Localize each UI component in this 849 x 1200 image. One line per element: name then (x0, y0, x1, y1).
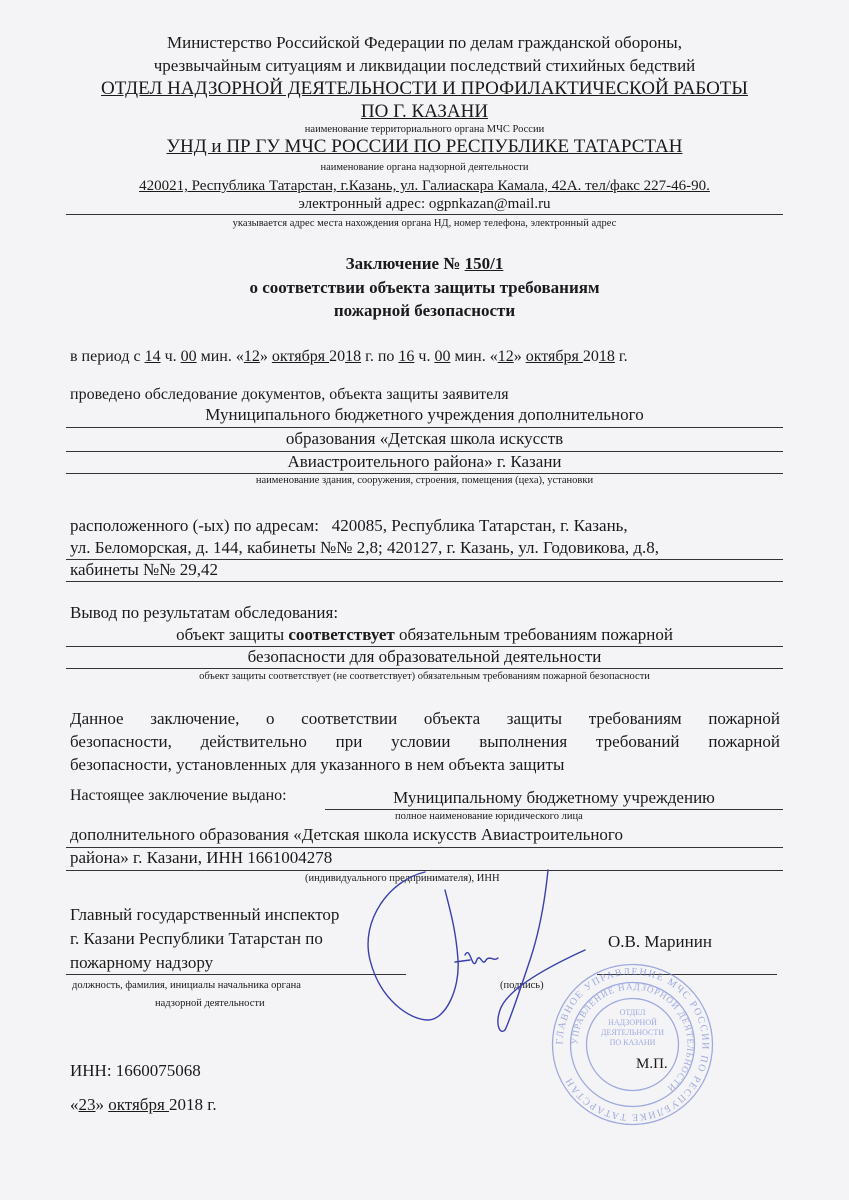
issued-line-2: дополнительного образования «Детская школа искусств Авиастроительного (70, 825, 623, 844)
end-hour: 16 (398, 348, 415, 365)
text: ч. (414, 348, 435, 365)
issue-month: октября (108, 1095, 170, 1114)
applicant-line-3: Авиастроительного района» г. Казани (287, 452, 562, 471)
end-day: 12 (497, 348, 514, 365)
location-line-3: кабинеты №№ 29,42 (70, 560, 218, 579)
end-year: 18 (598, 348, 615, 365)
conclusion-number: 150/1 (464, 254, 504, 273)
applicant-line-2: образования «Детская школа искусств (285, 429, 564, 448)
signatory-line-2: г. Казани Республики Татарстан по (70, 929, 323, 948)
text: ч. (160, 348, 181, 365)
issuer-inn: ИНН: 1660075068 (70, 1061, 201, 1080)
issued-caption-2: (индивидуального предпринимателя), ИНН (305, 873, 500, 884)
organization-email: электронный адрес: ogpnkazan@mail.ru (298, 196, 551, 212)
seal-center-3: ДЕЯТЕЛЬНОСТИ (600, 1028, 665, 1037)
title-line-2: о соответствии объекта защиты требованиям (249, 278, 600, 297)
start-minute: 00 (180, 348, 197, 365)
organization-caption: наименование органа надзорной деятельности (320, 162, 529, 173)
end-year-prefix: 20 (582, 348, 599, 365)
conclusion-line-2: безопасности для образовательной деятельности (247, 647, 602, 666)
inspection-intro: проведено обследование документов, объекта защиты заявителя (70, 386, 509, 403)
applicant-caption: наименование здания, сооружения, строения, помещения (цеха), установки (255, 475, 594, 486)
issued-line-1: Муниципальному бюджетному учреждению (393, 788, 715, 807)
start-year: 18 (345, 348, 362, 365)
text: » (513, 348, 526, 365)
conclusion-caption: объект защиты соответствует (не соответствует) обязательным требованиям пожарной безопасности (199, 671, 650, 682)
text: г. (614, 348, 628, 365)
department-caption: наименование территориального органа МЧС России (304, 124, 545, 135)
seal-inner-text: УПРАВЛЕНИЕ НАДЗОРНОЙ ДЕЯТЕЛЬНОСТИ (569, 981, 696, 1094)
validity-line-2: безопасности, действительно при условии выполнения требований пожарной (70, 732, 780, 751)
location-address: 420085, Республика Татарстан, г. Казань, (331, 516, 628, 535)
issued-label: Настоящее заключение выдано: (70, 787, 287, 804)
text: » (95, 1095, 109, 1114)
conclusion-line-1 (66, 625, 783, 645)
start-hour: 14 (144, 348, 161, 365)
department-line-2: ПО Г. КАЗАНИ (360, 101, 489, 122)
start-year-prefix: 20 (329, 348, 346, 365)
text: обязательным требованиям пожарной (394, 625, 673, 644)
text: мин. « (196, 348, 244, 365)
conclusion-verdict: соответствует (288, 625, 395, 644)
validity-line-1: Данное заключение, о соответствии объекта защиты требованиям пожарной (70, 709, 780, 728)
address-caption: указывается адрес места нахождения органа НД, номер телефона, электронный адрес (232, 218, 617, 229)
document-title (0, 254, 849, 274)
rule (325, 809, 783, 810)
seal-center-4: ПО КАЗАНИ (609, 1038, 656, 1047)
issue-year: 2018 г. (169, 1095, 217, 1114)
header-rule (66, 214, 783, 215)
validity-line-3: безопасности, установленных для указанного в нем объекта защиты (70, 755, 565, 774)
inspection-period (70, 347, 628, 367)
end-minute: 00 (434, 348, 451, 365)
seal-center-1: ОТДЕЛ (619, 1008, 646, 1017)
issued-line-3: района» г. Казани, ИНН 1661004278 (70, 848, 333, 867)
rule (66, 974, 406, 975)
seal-center-2: НАДЗОРНОЙ (608, 1018, 657, 1027)
location-label: расположенного (-ых) по адресам: (70, 516, 320, 535)
seal-outer-text: ГЛАВНОЕ УПРАВЛЕНИЕ МЧС РОССИИ ПО РЕСПУБЛИКЕ ТАТАРСТАН (554, 966, 711, 1123)
rule (66, 870, 783, 871)
rule (66, 473, 783, 474)
signatory-caption-1: должность, фамилия, инициалы начальника органа (72, 980, 301, 991)
location-line-2: ул. Беломорская, д. 144, кабинеты №№ 2,8; 420127, г. Казань, ул. Годовикова, д.8, (70, 538, 660, 557)
start-day: 12 (243, 348, 260, 365)
text: мин. « (450, 348, 498, 365)
title-prefix: Заключение № (345, 254, 465, 273)
applicant-line-1: Муниципального бюджетного учреждения дополнительного (205, 405, 644, 424)
text: объект защиты (176, 625, 289, 644)
issue-day: 23 (78, 1095, 96, 1114)
text: » (259, 348, 272, 365)
signatory-caption-2: надзорной деятельности (155, 998, 265, 1009)
official-seal (550, 962, 715, 1127)
rule (66, 581, 783, 582)
text: « (70, 1095, 79, 1114)
start-month: октября (271, 348, 330, 365)
location-line-1 (70, 516, 628, 536)
issued-caption-1: полное наименование юридического лица (395, 811, 583, 822)
organization-name: УНД и ПР ГУ МЧС РОССИИ ПО РЕСПУБЛИКЕ ТАТАРСТАН (166, 136, 683, 157)
ministry-line-2: чрезвычайным ситуациям и ликвидации последствий стихийных бедствий (153, 56, 696, 75)
conclusion-label: Вывод по результатам обследования: (70, 603, 339, 622)
end-month: октября (525, 348, 583, 365)
signatory-line-3: пожарному надзору (70, 953, 214, 972)
text: в период с (70, 348, 145, 365)
signatory-name: О.В. Маринин (608, 932, 712, 951)
rule (66, 427, 783, 428)
ministry-line-1: Министерство Российской Федерации по делам гражданской обороны, (167, 33, 682, 52)
department-line-1: ОТДЕЛ НАДЗОРНОЙ ДЕЯТЕЛЬНОСТИ И ПРОФИЛАКТИЧЕСКОЙ РАБОТЫ (101, 78, 748, 99)
text: г. по (361, 348, 399, 365)
signatory-line-1: Главный государственный инспектор (70, 905, 340, 924)
seal-place-label: М.П. (636, 1056, 668, 1072)
issue-date (70, 1095, 217, 1115)
organization-address: 420021, Республика Татарстан, г.Казань, ул. Галиаскара Камала, 42А. тел/факс 227-46-90. (139, 178, 710, 194)
rule (66, 668, 783, 669)
title-line-3: пожарной безопасности (333, 301, 516, 320)
signature-caption: (подпись) (500, 980, 544, 991)
